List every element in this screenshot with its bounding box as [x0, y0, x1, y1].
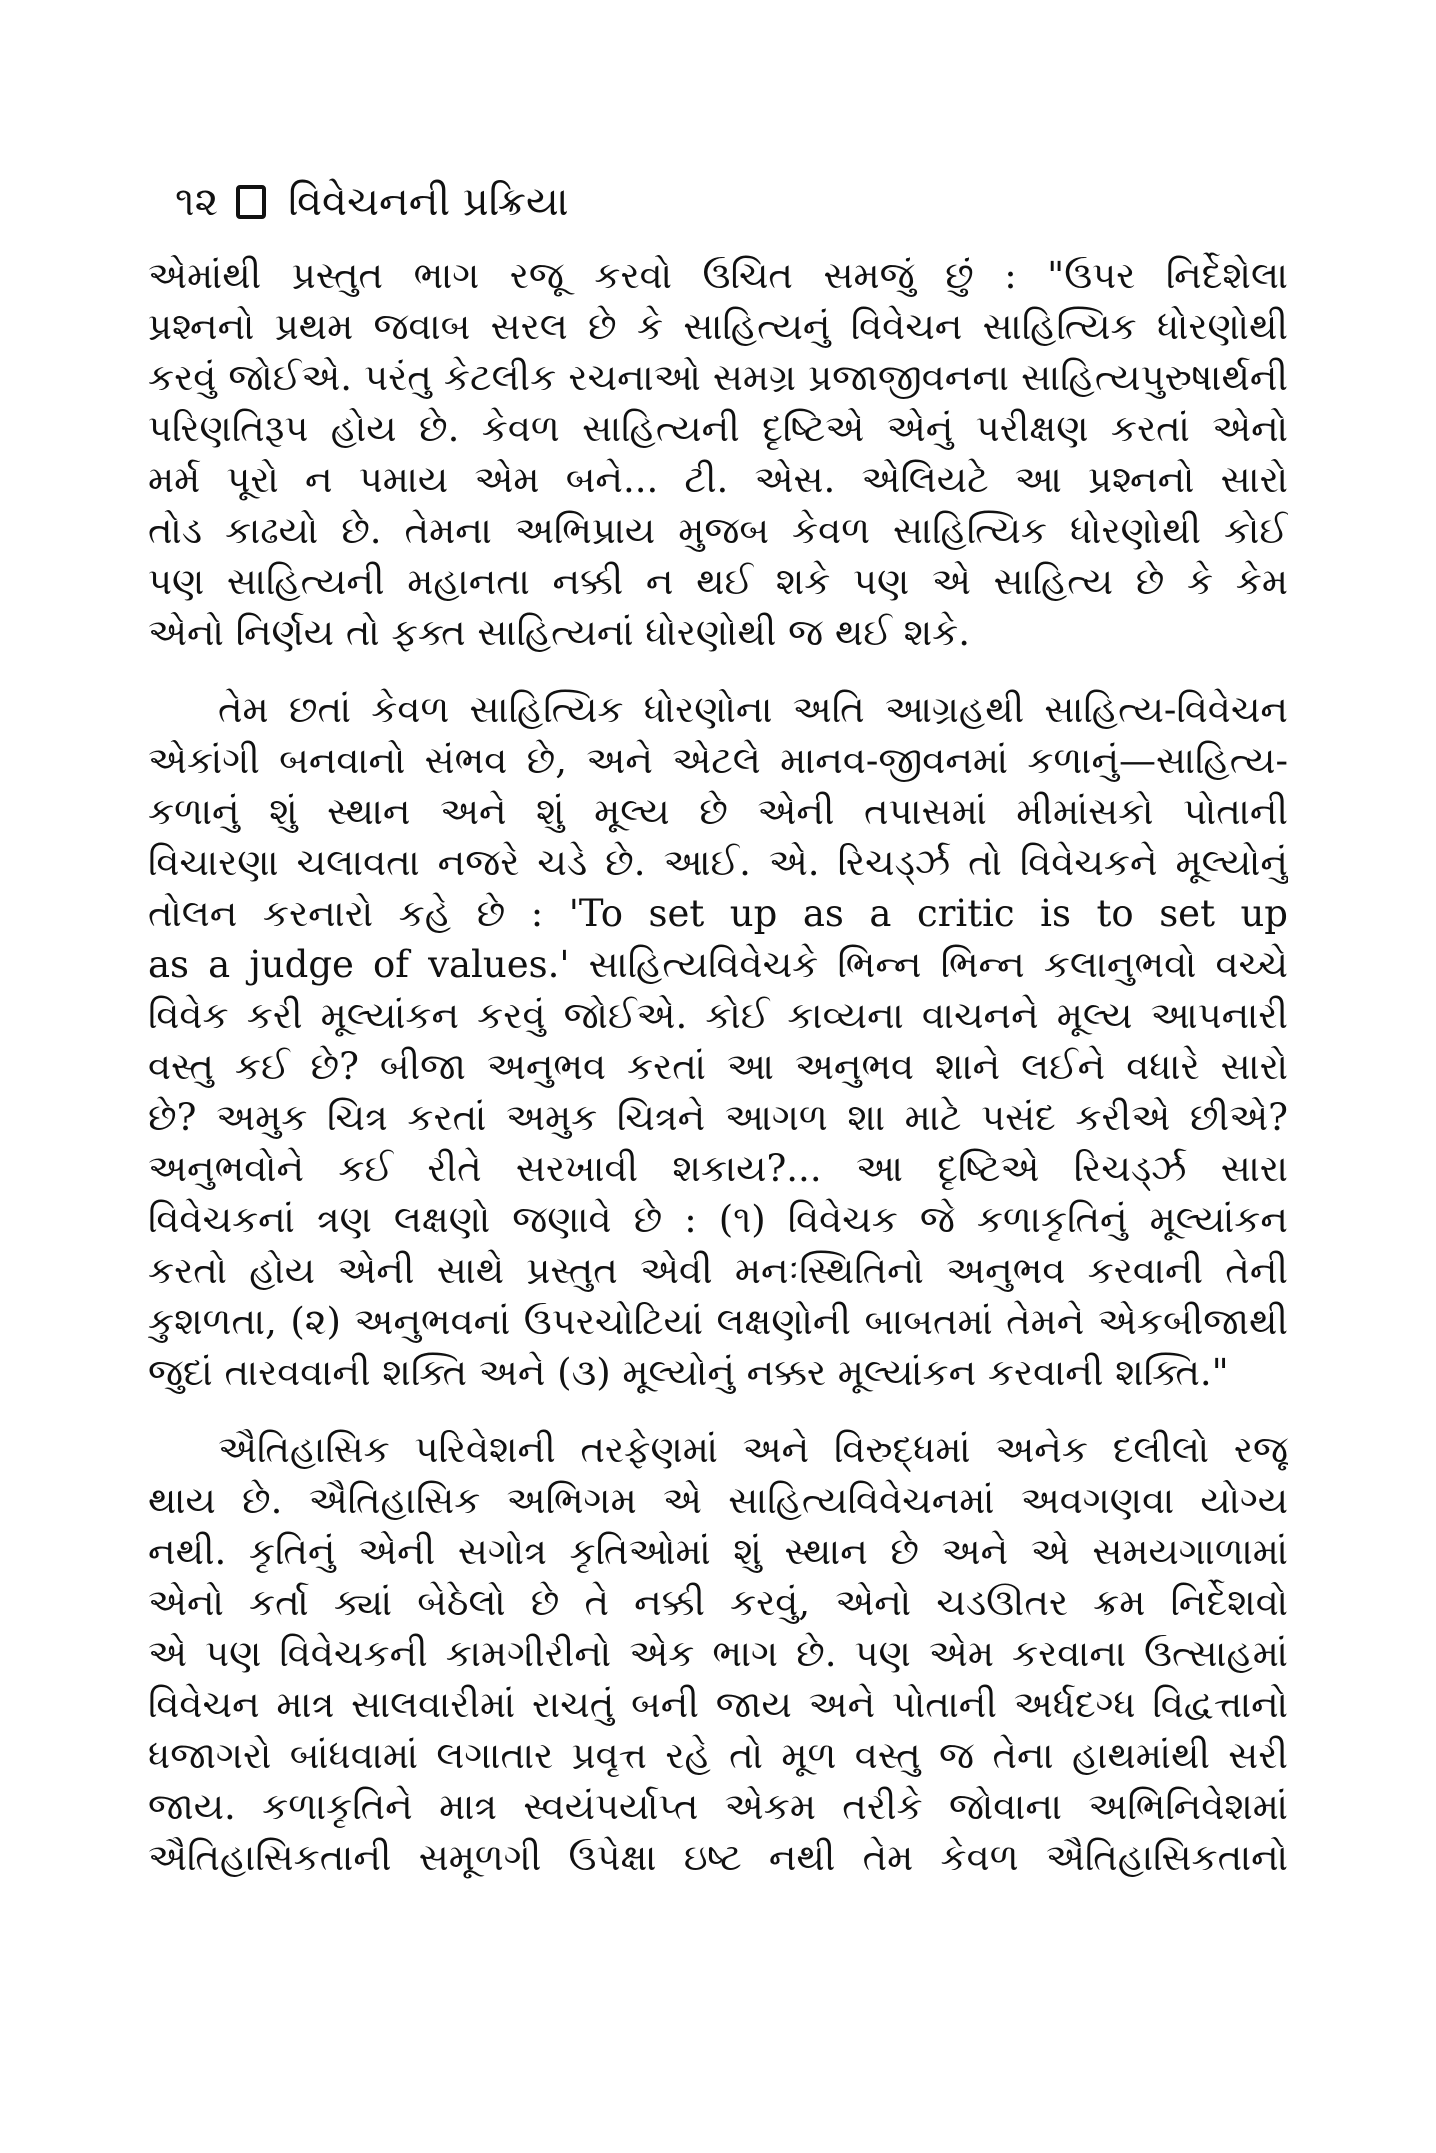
- text-line: પરિણતિરૂપ હોય છે. કેવળ સાહિત્યની દૃષ્ટિએ એનું પરીક્ષણ કરતાં એનો: [148, 407, 1288, 450]
- text-line: તોલન કરનારો કહે છે : 'To set up as a critic is to set up: [148, 892, 1288, 935]
- text-line: એનો કર્તા ક્યાં બેઠેલો છે તે નક્કી કરવું, એનો ચડઊતર ક્રમ નિર્દેશવો: [148, 1581, 1288, 1624]
- text-line: as a judge of values.' સાહિત્યવિવેચકે ભિન્ન ભિન્ન કલાનુભવો વચ્ચે: [148, 943, 1288, 986]
- page-header: [175, 172, 569, 232]
- text-line: થાય છે. ઐતિહાસિક અભિગમ એ સાહિત્યવિવેચનમાં અવગણવા યોગ્ય: [148, 1479, 1288, 1522]
- text-line: કુશળતા, (૨) અનુભવનાં ઉપરચોટિયાં લક્ષણોની બાબતમાં તેમને એકબીજાથી: [148, 1300, 1288, 1343]
- page-number: ૧૨: [175, 179, 219, 225]
- running-title: વિવેચનની પ્રક્રિયા: [288, 179, 569, 225]
- text-line: વિવેક કરી મૂલ્યાંકન કરવું જોઈએ. કોઈ કાવ્યના વાચનને મૂલ્ય આપનારી: [148, 994, 1288, 1037]
- text-line: વિચારણા ચલાવતા નજરે ચડે છે. આઈ. એ. રિચર્ડ્ઝ તો વિવેચકને મૂલ્યોનું: [148, 841, 1288, 884]
- text-line: અનુભવોને કઈ રીતે સરખાવી શકાય?... આ દૃષ્ટિએ રિચર્ડ્ઝ સારા: [148, 1147, 1288, 1190]
- text-line: વસ્તુ કઈ છે? બીજા અનુભવ કરતાં આ અનુભવ શાને લઈને વધારે સારો: [148, 1045, 1288, 1088]
- text-line: વિવેચન માત્ર સાલવારીમાં રાચતું બની જાય અને પોતાની અર્ધદગ્ધ વિદ્વત્તાનો: [148, 1683, 1288, 1726]
- text-line: કળાનું શું સ્થાન અને શું મૂલ્ય છે એની તપાસમાં મીમાંસકો પોતાની: [148, 790, 1288, 833]
- text-line: કરવું જોઈએ. પરંતુ કેટલીક રચનાઓ સમગ્ર પ્રજાજીવનના સાહિત્યપુરુષાર્થની: [148, 356, 1288, 399]
- text-line: કરતો હોય એની સાથે પ્રસ્તુત એવી મનઃસ્થિતિનો અનુભવ કરવાની તેની: [148, 1249, 1288, 1292]
- text-line: વિવેચકનાં ત્રણ લક્ષણો જણાવે છે : (૧) વિવેચક જે કળાકૃતિનું મૂલ્યાંકન: [148, 1198, 1288, 1241]
- text-line: એમાંથી પ્રસ્તુત ભાગ રજૂ કરવો ઉચિત સમજું છું : "ઉપર નિર્દેશેલા: [148, 254, 1288, 297]
- text-line: એ પણ વિવેચકની કામગીરીનો એક ભાગ છે. પણ એમ કરવાના ઉત્સાહમાં: [148, 1632, 1288, 1675]
- text-line: ધજાગરો બાંધવામાં લગાતાર પ્રવૃત્ત રહે તો મૂળ વસ્તુ જ તેના હાથમાંથી સરી: [148, 1734, 1288, 1777]
- text-line: એકાંગી બનવાનો સંભવ છે, અને એટલે માનવ-જીવનમાં કળાનું—સાહિત્ય-: [148, 739, 1288, 782]
- text-line: ઐતિહાસિક પરિવેશની તરફેણમાં અને વિરુદ્ધમાં અનેક દલીલો રજૂ: [218, 1428, 1288, 1471]
- text-line: મર્મ પૂરો ન પમાય એમ બને... ટી. એસ. એલિયટે આ પ્રશ્નનો સારો: [148, 458, 1288, 501]
- paragraph-2: [148, 684, 1288, 1398]
- text-line: જાય. કળાકૃતિને માત્ર સ્વયંપર્યાપ્ત એકમ તરીકે જોવાના અભિનિવેશમાં: [148, 1785, 1288, 1828]
- text-line: છે? અમુક ચિત્ર કરતાં અમુક ચિત્રને આગળ શા માટે પસંદ કરીએ છીએ?: [148, 1096, 1288, 1139]
- body-text: [148, 250, 1288, 1883]
- text-line: નથી. કૃતિનું એની સગોત્ર કૃતિઓમાં શું સ્થાન છે અને એ સમયગાળામાં: [148, 1530, 1288, 1573]
- text-line: એનો નિર્ણય તો ફક્ત સાહિત્યનાં ધોરણોથી જ થઈ શકે.: [148, 611, 970, 654]
- text-line: તેમ છતાં કેવળ સાહિત્યિક ધોરણોના અતિ આગ્રહથી સાહિત્ય-વિવેચન: [218, 688, 1288, 731]
- text-line: તોડ કાઢયો છે. તેમના અભિપ્રાય મુજબ કેવળ સાહિત્યિક ધોરણોથી કોઈ: [148, 509, 1288, 552]
- text-line: ઐતિહાસિકતાની સમૂળગી ઉપેક્ષા ઇષ્ટ નથી તેમ કેવળ ઐતિહાસિકતાનો: [148, 1836, 1288, 1879]
- paragraph-3: [148, 1424, 1288, 1883]
- text-line: જુદાં તારવવાની શક્તિ અને (૩) મૂલ્યોનું નક્કર મૂલ્યાંકન કરવાની શક્તિ.": [148, 1351, 1229, 1394]
- paragraph-1: [148, 250, 1288, 658]
- square-box-icon: [236, 185, 266, 219]
- text-line: પણ સાહિત્યની મહાનતા નક્કી ન થઈ શકે પણ એ સાહિત્ય છે કે કેમ: [148, 560, 1288, 603]
- text-line: પ્રશ્નનો પ્રથમ જવાબ સરલ છે કે સાહિત્યનું વિવેચન સાહિત્યિક ધોરણોથી: [148, 305, 1288, 348]
